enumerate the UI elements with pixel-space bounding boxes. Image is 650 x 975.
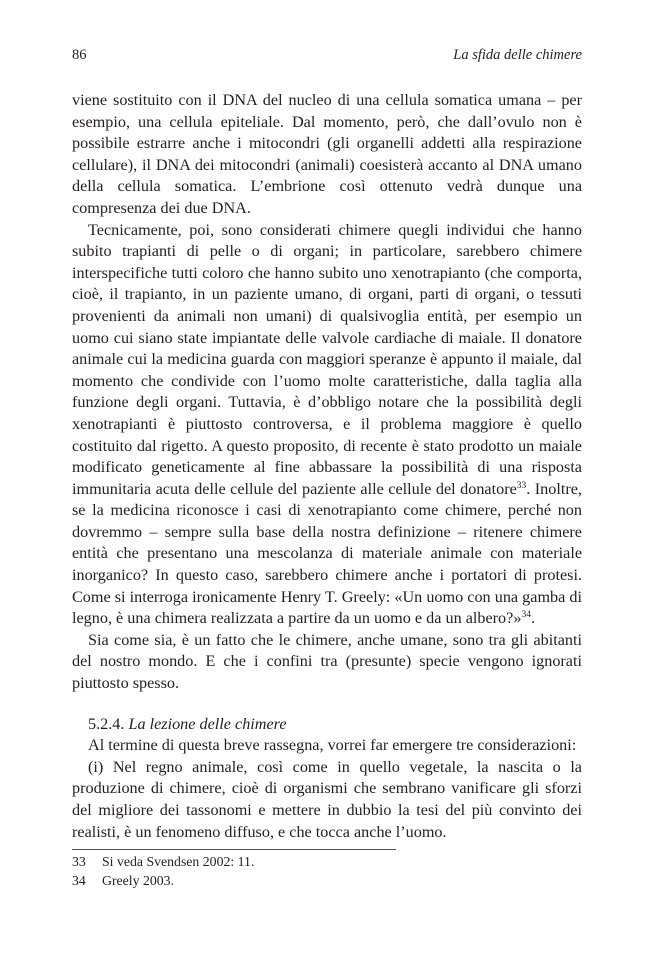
paragraph-2-part-b: . Inoltre, se la medicina riconosce i casi di xenotrapianto come chimere, perché non dovremmo – sempre sulla base della nostra definizione – ritenere chimere entità che presentano una mescolanza di materiale animale con materiale inorganico? In questo caso, sarebbero chimere anche i portatori di protesi. Come si interroga ironicamente Henry T. Greely: «Un uomo con una gamba di legno, è una chimera realizzata a partire da un uomo e da un albero?» <box>72 479 582 628</box>
section-spacer <box>72 695 582 714</box>
paragraph-4: Al termine di questa breve rassegna, vorrei far emergere tre considerazioni: <box>88 736 577 755</box>
running-title: La sfida delle chimere <box>453 47 582 63</box>
section-number: 5.2.4. <box>88 714 125 733</box>
footnote-number: 34 <box>72 872 86 888</box>
paragraph-1: viene sostituito con il DNA del nucleo di una cellula somatica umana – per esempio, una cellula epiteliale. Dal momento, però, che dall’ovulo non è possibile estrarre anche i mitocondri (gli organelli addetti alla respirazione cellulare), il DNA dei mitocondri (animali) coesisterà accanto al DNA umano della cellula somatica. L’embrione così ottenuto vedrà dunque una compresenza dei due DNA. <box>72 91 582 217</box>
footnote-ref-33: 33 <box>516 480 527 491</box>
footnote-separator <box>72 849 396 850</box>
footnote-ref-34: 34 <box>521 610 531 621</box>
footnote-33 <box>72 853 582 872</box>
section-heading <box>72 714 582 736</box>
page-number: 86 <box>72 47 87 63</box>
section-title: La lezione delle chimere <box>128 714 287 733</box>
paragraph-2-part-a: Tecnicamente, poi, sono considerati chimere quegli individui che hanno subito trapianti di pelle o di organi; in particolare, sarebbero chimere interspecifiche tutti coloro che hanno subito uno xenotrapianto (che comporta, cioè, il trapianto, in un paziente umano, di organi, parti di organi, o tessuti provenienti da animali non umani) di qualsivoglia entità, per esempio un uomo cui siano state impiantate delle valvole cardiache di maiale. Il donatore animale cui la medicina guarda con maggiori speranze è appunto il maiale, dal momento che condivide con l’uomo molte caratteristiche, dalla taglia alla funzione degli organi. Tuttavia, è d’obbligo notare che la possibilità degli xenotrapianti è piuttosto controversa, e il problema maggiore è quello costituito dal rigetto. A questo proposito, di recente è stato prodotto un maiale modificato geneticamente al fine abbassare la possibilità di una risposta immunitaria acuta delle cellule del paziente alle cellule del donatore <box>72 220 582 498</box>
paragraph-2-part-c: . <box>530 609 535 628</box>
footnote-text: Greely 2003. <box>102 872 175 888</box>
running-header <box>72 47 582 64</box>
paragraph-5: (i) Nel regno animale, così come in quello vegetale, la nascita o la produzione di chimere, cioè di organismi che sembrano vanificare gli sforzi del migliore dei tassonomi e mettere in dubbio la tesi del più convinto dei realisti, è un fenomeno diffuso, e che tocca anche l’uomo. <box>72 757 582 841</box>
footnote-34 <box>72 872 582 891</box>
footnotes <box>72 853 582 890</box>
paragraph-3: Sia come sia, è un fatto che le chimere, anche umane, sono tra gli abitanti del nostro mondo. E che i confini tra (presunte) specie vengono ignorati piuttosto spesso. <box>72 630 582 693</box>
body-text <box>72 90 582 843</box>
footnote-number: 33 <box>72 854 86 869</box>
footnote-text: Si veda Svendsen 2002: 11. <box>102 854 255 869</box>
paragraph-2 <box>72 220 582 630</box>
